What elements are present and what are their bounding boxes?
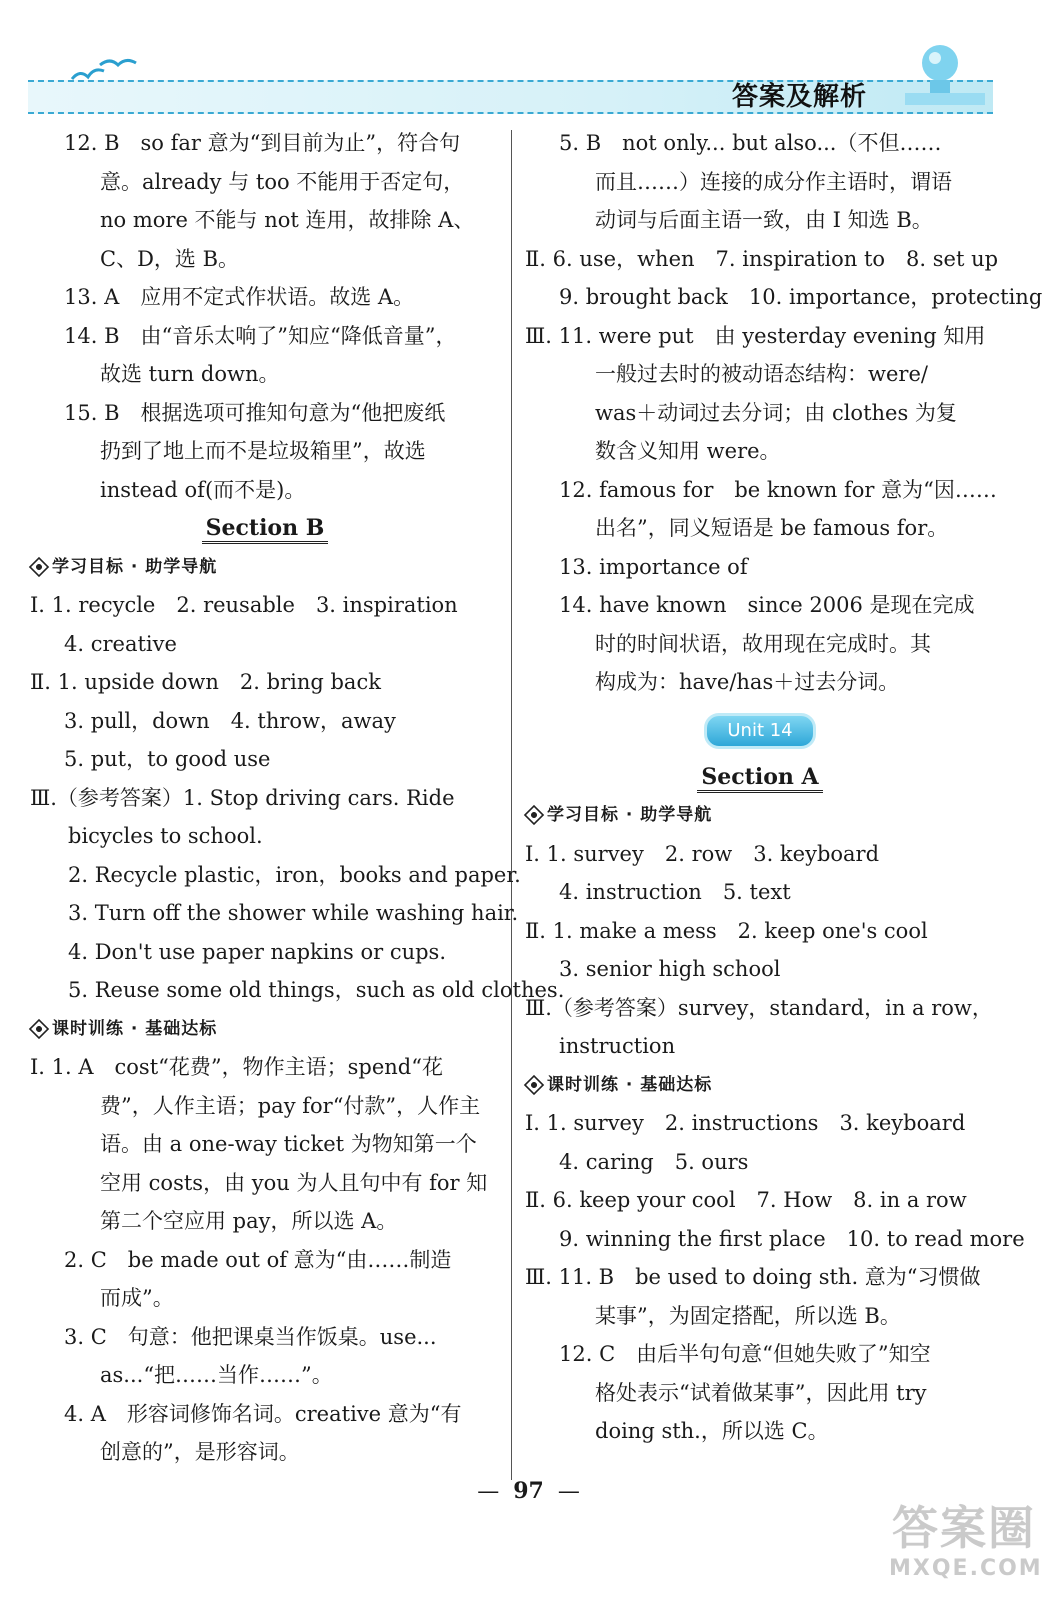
diamond-bullet-icon [524, 1074, 544, 1094]
text-line: 意。already 与 too 不能用于否定句， [100, 169, 465, 194]
text-line: Ⅲ.（参考答案）1. Stop driving cars. Ride [30, 785, 455, 810]
text-line: 13. A 应用不定式作状语。故选 A。 [64, 285, 415, 309]
page-header [0, 0, 1057, 120]
text-line: Ⅰ. 1. A cost“花费”，物作主语；spend“花 [30, 1055, 443, 1079]
text-line: 4. instruction 5. text [559, 880, 791, 904]
text-line: Ⅲ.（参考答案）survey，standard，in a row， [525, 995, 993, 1020]
sub-heading [525, 1066, 995, 1105]
text-line: 5. put，to good use [64, 747, 271, 771]
header-title: 答案及解析 [731, 82, 867, 112]
text-line: Ⅱ. 1. make a mess 2. keep one's cool [525, 918, 928, 943]
text-line: as...“把……当作……”。 [100, 1363, 333, 1387]
text-line: 9. winning the first place 10. to read more [559, 1226, 1025, 1251]
text-line: bicycles to school. [68, 824, 263, 848]
text-line: 13. importance of [559, 554, 748, 579]
text-line: 时的时间状语，故用现在完成时。其 [595, 631, 931, 656]
seagull-icon [70, 55, 140, 89]
text-line: 2. Recycle plastic，iron，books and paper. [68, 862, 521, 887]
text-line: 3. C 句意：他把课桌当作饭桌。use... [64, 1324, 437, 1349]
text-line: Ⅱ. 6. use，when 7. inspiration to 8. set up [525, 246, 999, 271]
text-line: 格处表示“试着做某事”，因此用 try [595, 1380, 927, 1405]
text-line: 而且……）连接的成分作主语时，谓语 [595, 169, 952, 194]
sub-heading-text: 学习目标 · 助学导航 [547, 805, 713, 825]
text-line: 3. senior high school [559, 957, 781, 981]
watermark-text: 答案圈 [892, 1501, 1036, 1555]
text-line: 构成为：have/has＋过去分词。 [595, 670, 900, 694]
text-line: 14. have known since 2006 是现在完成 [559, 593, 975, 617]
text-line: Ⅰ. 1. survey 2. row 3. keyboard [525, 841, 880, 866]
text-line: 12. C 由后半句句意“但她失败了”知空 [559, 1342, 931, 1366]
text-line: 12. B so far 意为“到目前为止”，符合句 [64, 131, 461, 155]
text-line: doing sth.，所以选 C。 [595, 1419, 829, 1443]
text-line: 语。由 a one-way ticket 为物知第一个 [100, 1132, 477, 1156]
section-title-text: Section A [697, 764, 822, 793]
text-line: instruction [559, 1034, 676, 1058]
text-line: 而成”。 [100, 1286, 174, 1310]
text-line: 扔到了地上而不是垃圾箱里”，故选 [100, 439, 426, 463]
text-line: Ⅰ. 1. survey 2. instructions 3. keyboard [525, 1111, 966, 1135]
page-dash-left: — [477, 1479, 500, 1504]
text-line: 14. B 由“音乐太响了”知应“降低音量”， [64, 323, 457, 348]
text-line: 创意的”，是形容词。 [100, 1440, 300, 1464]
text-line: 费”，人作主语；pay for“付款”，人作主 [100, 1093, 481, 1118]
text-line: 2. C be made out of 意为“由……制造 [64, 1247, 452, 1272]
sub-heading-text: 课时训练 · 基础达标 [547, 1074, 713, 1095]
watermark-logo [889, 1500, 1043, 1595]
text-line: 15. B 根据选项可推知句意为“他把废纸 [64, 400, 446, 425]
text-line: was＋动词过去分词；由 clothes 为复 [595, 400, 957, 425]
text-line: 空用 costs，由 you 为人且句中有 for 知 [100, 1170, 488, 1195]
text-line: Ⅰ. 1. recycle 2. reusable 3. inspiration [30, 593, 458, 617]
text-line: 5. Reuse some old things，such as old clothes. [68, 978, 565, 1002]
column-divider [511, 130, 512, 1480]
text-line: 3. Turn off the shower while washing hair. [68, 901, 519, 925]
text-line: 某事”，为固定搭配，所以选 B。 [595, 1303, 901, 1328]
text-line: 4. A 形容词修饰名词。creative 意为“有 [64, 1401, 462, 1426]
sub-heading-text: 课时训练 · 基础达标 [52, 1018, 218, 1039]
unit-badge-row [525, 702, 995, 758]
section-title [525, 758, 995, 797]
text-line: Ⅱ. 6. keep your cool 7. How 8. in a row [525, 1188, 967, 1212]
section-title-text: Section B [202, 515, 329, 544]
text-line: 4. creative [64, 631, 177, 656]
text-line: 5. B not only... but also...（不但…… [559, 131, 942, 155]
unit-badge: Unit 14 [704, 713, 815, 749]
sub-heading-text: 学习目标 · 助学导航 [52, 556, 218, 577]
sub-heading [30, 548, 500, 587]
text-line: Ⅲ. 11. B be used to doing sth. 意为“习惯做 [525, 1265, 981, 1289]
text-line: 出名”，同义短语是 be famous for。 [595, 516, 949, 540]
right-column [525, 124, 1043, 1451]
text-line: 3. pull，down 4. throw，away [64, 708, 396, 733]
left-column [30, 124, 565, 1472]
text-line: C、D，选 B。 [100, 246, 240, 271]
sub-heading [525, 796, 995, 835]
text-line: Ⅱ. 1. upside down 2. bring back [30, 670, 381, 694]
text-line: 一般过去时的被动语态结构：were/ [595, 362, 928, 386]
globe-decoration-icon [885, 38, 995, 113]
text-line: Ⅲ. 11. were put 由 yesterday evening 知用 [525, 323, 986, 348]
text-line: 数含义知用 were。 [595, 439, 781, 463]
text-line: 4. Don't use paper napkins or cups. [68, 939, 446, 964]
diamond-bullet-icon [524, 805, 544, 825]
text-line: 9. brought back 10. importance，protecting [559, 285, 1043, 309]
text-line: no more 不能与 not 连用，故排除 A、 [100, 208, 475, 232]
text-line: 12. famous for be known for 意为“因…… [559, 477, 997, 502]
page-dash-right: — [557, 1479, 580, 1504]
sub-heading [30, 1010, 500, 1049]
page-number-value: 97 [513, 1478, 544, 1504]
watermark-url: MXQE.COM [889, 1556, 1043, 1581]
diamond-bullet-icon [29, 1018, 49, 1038]
text-line: 第二个空应用 pay，所以选 A。 [100, 1209, 398, 1233]
text-line: 故选 turn down。 [100, 362, 280, 386]
section-title [30, 509, 500, 548]
text-line: 4. caring 5. ours [559, 1149, 749, 1174]
text-line: 动词与后面主语一致，由 I 知选 B。 [595, 208, 933, 232]
diamond-bullet-icon [29, 556, 49, 576]
text-line: instead of(而不是)。 [100, 477, 306, 502]
